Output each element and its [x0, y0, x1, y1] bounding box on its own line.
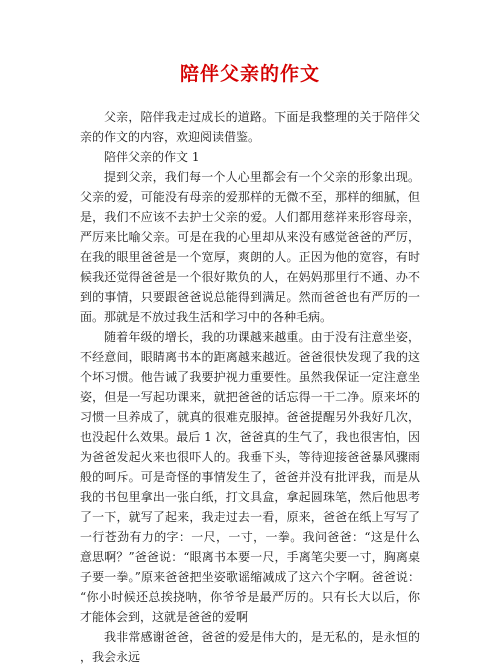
paragraph-1: 提到父亲，我们每一个人心里都会有一个父亲的形象出现。父亲的爱，可能没有母亲的爱那样的无微不至，那样的细腻，但是，我们不应该不去护士父亲的爱。人们都用慈祥来形容母亲，严厉来比喻父亲。可是在我的心里却从来没有感觉爸爸的严厉，在我的眼里爸爸是一个宽厚，爽朗的人。正因为他的宽容，有时候我还觉得爸爸是一个很好欺负的人，在妈妈那里行不通、办不到的事情，只要跟爸爸说总能得到满足。然而爸爸也有严厉的一面。那就是不放过我生活和学习中的各种毛病。 — [80, 170, 420, 324]
paragraph-intro: 父亲，陪伴我走过成长的道路。下面是我整理的关于陪伴父亲的作文的内容，欢迎阅读借鉴。 — [80, 110, 420, 144]
document-body — [80, 107, 420, 667]
paragraph-2: 随着年级的增长，我的功课越来越重。由于没有注意坐姿，不经意间，眼睛离书本的距离越来越近。爸爸很快发现了我的这个坏习惯。他告诫了我要护视力重要性。虽然我保证一定注意坐姿，但是一写起功课来，就把爸爸的话忘得一干二净。原来坏的习惯一旦养成了，就真的很难克服掉。爸爸提醒另外我好几次，也没起什么效果。最后 1 次，爸爸真的生气了，我也很害怕，因为爸爸发起火来也很吓人的。我垂下头，等待迎接爸爸暴风骤雨般的呵斥。可是奇怪的事情发生了，爸爸并没有批评我，而是从我的书包里拿出一张白纸，打文具盒，拿起圆珠笔，然后他思考了一下，就写了起来，我走过去一看，原来，爸爸在纸上写写了一行苍劲有力的字：一尺，一寸，一拳。我问爸爸：“这是什么意思啊？”爸爸说：“眼离书本要一尺，手离笔尖要一寸，胸离桌子要一拳。”原来爸爸把坐姿歌谣缩减成了这六个字啊。爸爸说：“你小时候还总挨挠呐，你爷爷是最严厉的。只有长大以后，你才能体会到，这就是爸爸的爱啊 — [80, 330, 420, 624]
paragraph-3: 我非常感谢爸爸，爸爸的爱是伟大的，是无私的，是永恒的，我会永远 — [80, 630, 420, 664]
section-heading: 陪伴父亲的作文 1 — [104, 150, 200, 164]
document-title: 陪伴父亲的作文 — [179, 63, 320, 85]
